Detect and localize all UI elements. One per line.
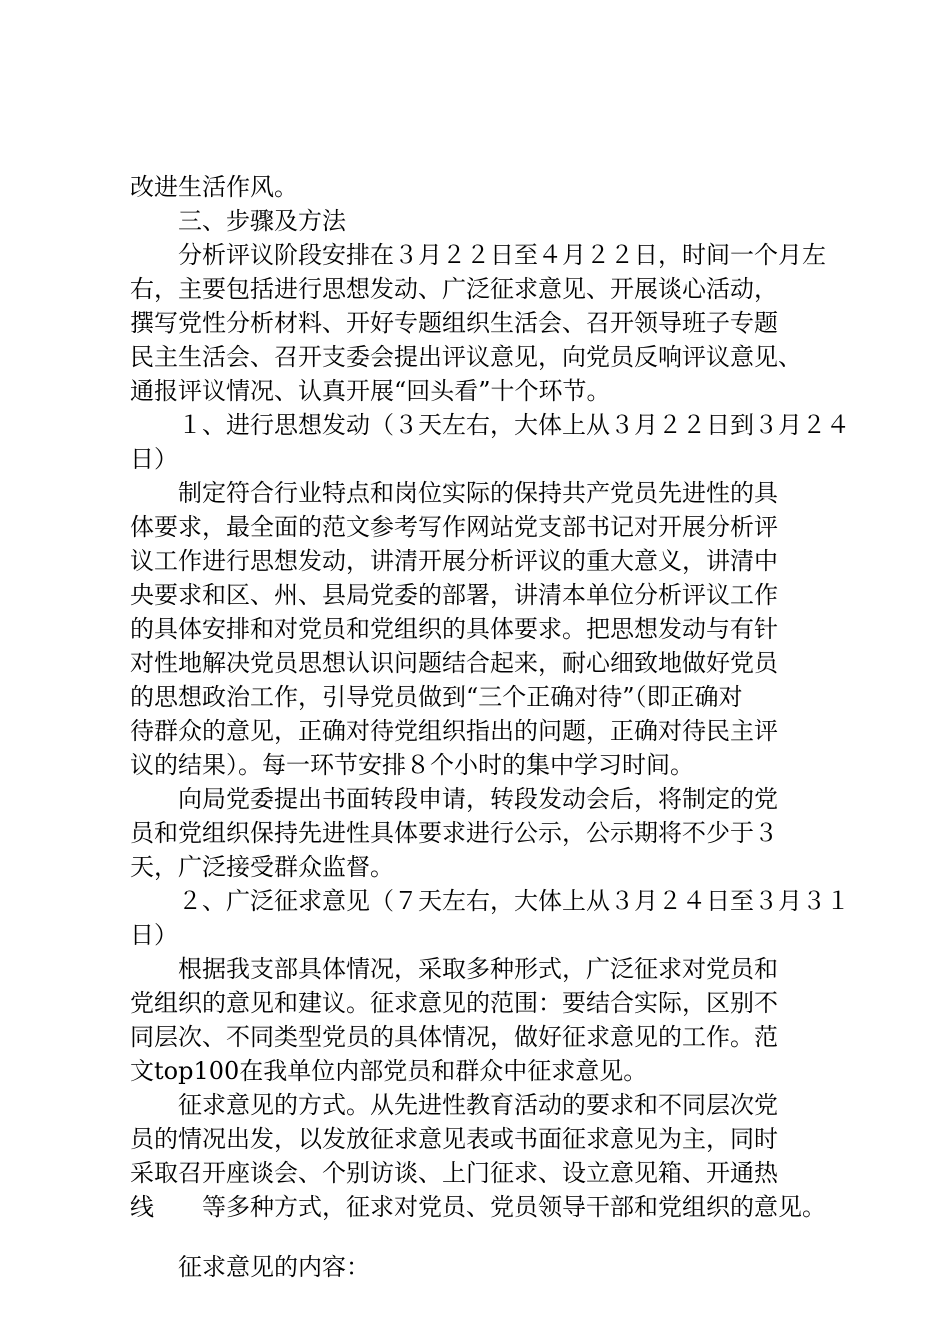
text-line: 待群众的意见，正确对待党组织指出的问题，正确对待民主评 [130, 717, 778, 745]
text-line: 通报评议情况、认真开展“回头看”十个环节。 [130, 377, 611, 405]
text-line: 对性地解决党员思想认识问题结合起来，耐心细致地做好党员 [130, 649, 778, 677]
text-line: 文top100在我单位内部党员和群众中征求意见。 [130, 1057, 648, 1085]
text-line: 党组织的意见和建议。征求意见的范围：要结合实际，区别不 [130, 989, 778, 1017]
text-line: 分析评议阶段安排在３月２２日至４月２２日，时间一个月左 [178, 241, 826, 269]
text-line: 征求意见的方式。从先进性教育活动的要求和不同层次党 [178, 1091, 778, 1119]
text-line: 议的结果）。每一环节安排８个小时的集中学习时间。 [130, 751, 694, 779]
text-line: 的思想政治工作，引导党员做到“三个正确对待”（即正确对 [130, 683, 743, 711]
text-line: 向局党委提出书面转段申请，转段发动会后，将制定的党 [178, 785, 778, 813]
text-line: 的具体安排和对党员和党组织的具体要求。把思想发动与有针 [130, 615, 778, 643]
text-line: 民主生活会、召开支委会提出评议意见，向党员反响评议意见、 [130, 343, 802, 371]
text-line: 制定符合行业特点和岗位实际的保持共产党员先进性的具 [178, 479, 778, 507]
text-line: 员的情况出发，以发放征求意见表或书面征求意见为主，同时 [130, 1125, 778, 1153]
text-line: 央要求和区、州、县局党委的部署，讲清本单位分析评议工作 [130, 581, 778, 609]
subsection-heading: ２、广泛征求意见（７天左右，大体上从３月２４日至３月３１ [178, 887, 850, 915]
text-line: 根据我支部具体情况，采取多种形式，广泛征求对党员和 [178, 955, 778, 983]
text-line: 线 等多种方式，征求对党员、党员领导干部和党组织的意见。 [130, 1193, 826, 1221]
text-line: 右，主要包括进行思想发动、广泛征求意见、开展谈心活动， [130, 275, 778, 303]
text-line: 议工作进行思想发动，讲清开展分析评议的重大意义，讲清中 [130, 547, 778, 575]
text-line: 征求意见的内容： [178, 1253, 370, 1281]
text-line: 天，广泛接受群众监督。 [130, 853, 394, 881]
text-line: 采取召开座谈会、个别访谈、上门征求、设立意见箱、开通热 [130, 1159, 778, 1187]
text-line: 同层次、不同类型党员的具体情况，做好征求意见的工作。范 [130, 1023, 778, 1051]
text-line: 撰写党性分析材料、开好专题组织生活会、召开领导班子专题 [130, 309, 778, 337]
text-line: 日） [130, 445, 178, 473]
text-line: 日） [130, 921, 178, 949]
text-line: 改进生活作风。 [130, 173, 298, 201]
subsection-heading: １、进行思想发动（３天左右，大体上从３月２２日到３月２４ [178, 411, 850, 439]
text-line: 员和党组织保持先进性具体要求进行公示，公示期将不少于３ [130, 819, 778, 847]
text-line: 体要求，最全面的范文参考写作网站党支部书记对开展分析评 [130, 513, 778, 541]
section-heading: 三、步骤及方法 [178, 207, 346, 235]
